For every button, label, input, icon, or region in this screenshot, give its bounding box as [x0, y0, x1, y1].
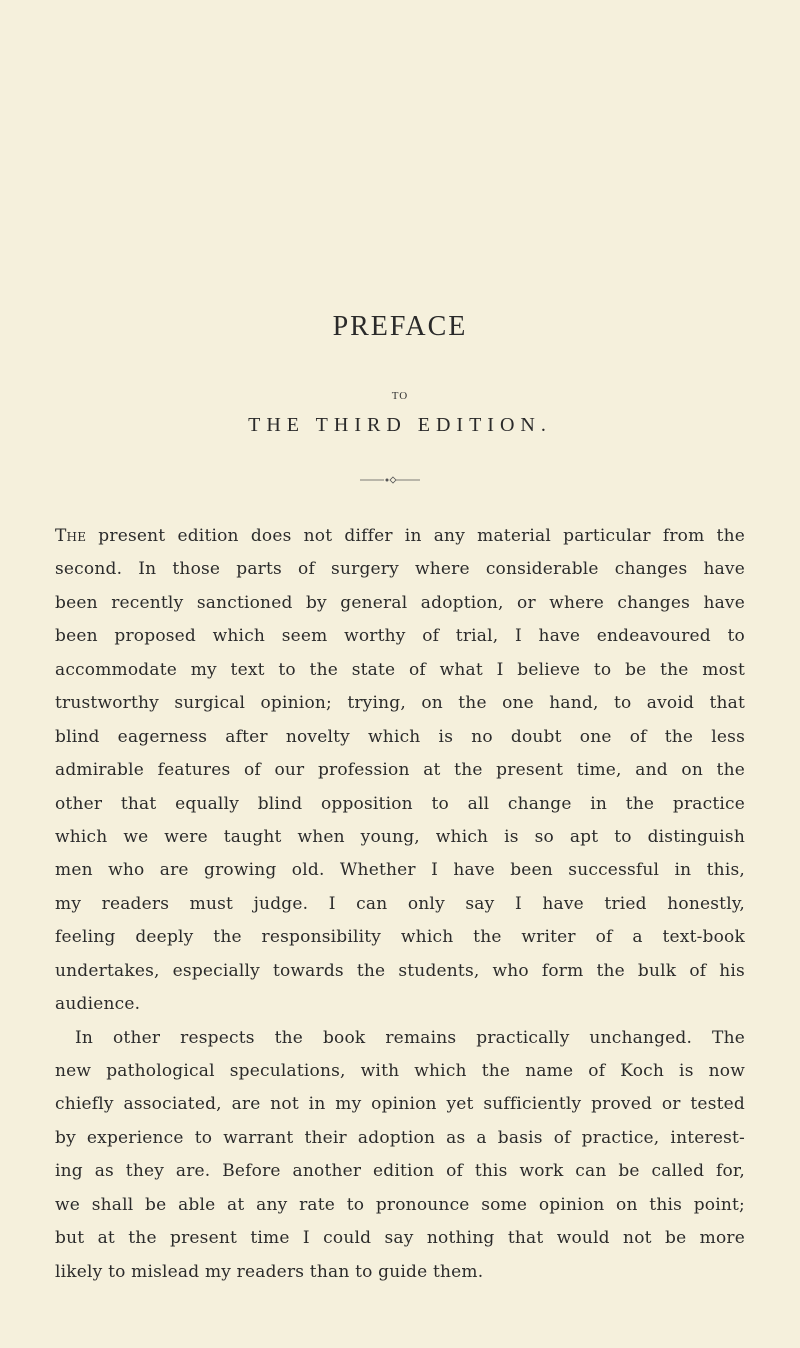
paragraph-line: been proposed which seem worthy of trial, I have endeavoured to [55, 626, 745, 647]
paragraph-line: we shall be able at any rate to pronounce some opinion on this point; [55, 1194, 745, 1215]
paragraph-line: undertakes, especially towards the students, who form the bulk of his [55, 960, 745, 981]
paragraph-line: which we were taught when young, which is so apt to distinguish [55, 826, 745, 847]
paragraph-line: admirable features of our profession at the present time, and on the [55, 760, 745, 781]
paragraph-line: by experience to warrant their adoption as a basis of practice, interest- [55, 1127, 745, 1148]
drop-word: The [55, 526, 87, 546]
paragraph-line: but at the present time I could say nothing that would not be more [55, 1228, 745, 1249]
paragraph-line: men who are growing old. Whether I have been successful in this, [55, 860, 745, 881]
paragraph-line: other that equally blind opposition to all change in the practice [55, 793, 745, 814]
paragraph-line: been recently sanctioned by general adoption, or where changes have [55, 592, 745, 613]
page-subtitle: THE THIRD EDITION. [248, 414, 552, 436]
paragraph-line: audience. [55, 994, 141, 1015]
title-connector: TO [391, 390, 409, 402]
paragraph-line: blind eagerness after novelty which is no doubt one of the less [55, 726, 745, 747]
paragraph-line: chiefly associated, are not in my opinion yet sufficiently proved or tested [55, 1094, 745, 1115]
paragraph-line: likely to mislead my readers than to guide them. [55, 1261, 484, 1282]
paragraph-line: trustworthy surgical opinion; trying, on the one hand, to avoid that [55, 693, 745, 714]
paragraph-line: accommodate my text to the state of what I believe to be the most [55, 659, 745, 680]
paragraph-line: my readers must judge. I can only say I have tried honestly, [55, 893, 745, 914]
preface-body [55, 523, 745, 1292]
divider-ornament-icon [360, 476, 420, 484]
paragraph-line: feeling deeply the responsibility which the writer of a text-book [55, 927, 745, 948]
paragraph-line: second. In those parts of surgery where considerable changes have [55, 559, 745, 580]
page-title: PREFACE [332, 311, 468, 342]
paragraph-line: The present edition does not differ in any material particular from the [55, 526, 745, 546]
paragraph-line: In other respects the book remains practically unchanged. The [75, 1027, 745, 1048]
paragraph-line: ing as they are. Before another edition of this work can be called for, [55, 1161, 745, 1182]
paragraph-line: new pathological speculations, with which the name of Koch is now [55, 1061, 745, 1081]
